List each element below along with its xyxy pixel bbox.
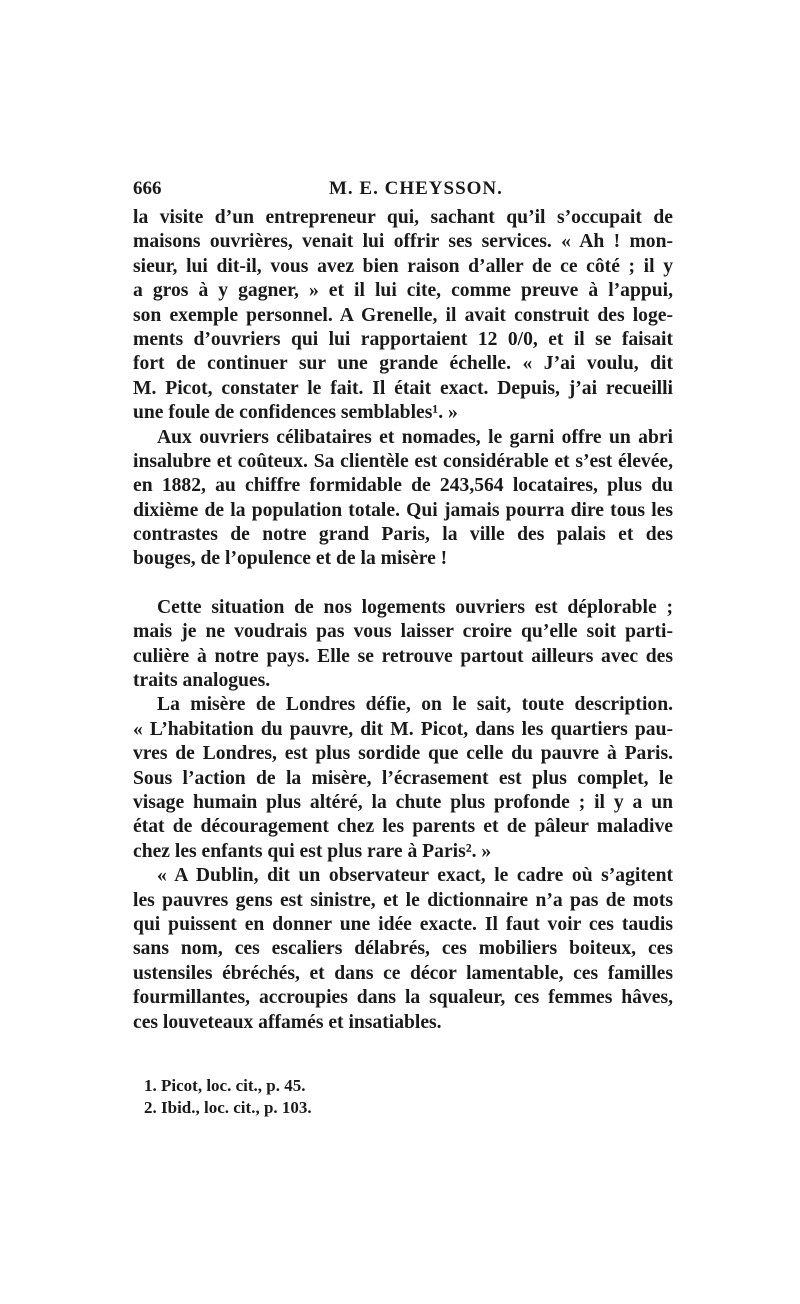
text-line: qui puissent en donner une idée exacte. Il faut voir ces taudis: [133, 913, 673, 935]
text-line: « A Dublin, dit un observateur exact, le cadre où s’agitent: [157, 865, 673, 887]
paragraph: [133, 596, 673, 694]
text-line: maisons ouvrières, venait lui offrir ses services. « Ah ! mon-: [133, 231, 673, 253]
page-header: [133, 178, 673, 204]
text-line: ustensiles ébréchés, et dans ce décor lamentable, ces familles: [133, 962, 673, 984]
text-line: Cette situation de nos logements ouvriers est déplorable ;: [157, 596, 673, 618]
text-line: ments d’ouvriers qui lui rapportaient 12 0/0, et il se faisait: [133, 328, 673, 350]
text-line: culière à notre pays. Elle se retrouve partout ailleurs avec des: [133, 645, 673, 667]
text-line: fourmillantes, accroupies dans la squaleur, ces femmes hâves,: [133, 987, 673, 1009]
text-line: son exemple personnel. A Grenelle, il avait construit des loge-: [133, 304, 673, 326]
text-line: La misère de Londres défie, on le sait, toute description.: [157, 694, 673, 716]
text-line: bouges, de l’opulence et de la misère !: [133, 548, 448, 570]
text-line: insalubre et coûteux. Sa clientèle est considérable et s’est élevée,: [133, 450, 673, 472]
text-line: fort de continuer sur une grande échelle. « J’ai voulu, dit: [133, 353, 673, 375]
paragraph: [133, 693, 673, 864]
text-line: vres de Londres, est plus sordide que celle du pauvre à Paris.: [133, 743, 673, 765]
running-title: M. E. CHEYSSON.: [329, 178, 503, 199]
text-line: « L’habitation du pauvre, dit M. Picot, dans les quartiers pau-: [133, 718, 673, 740]
text-line: a gros à y gagner, » et il lui cite, comme preuve à l’appui,: [133, 280, 673, 302]
page-number: 666: [133, 178, 162, 199]
paragraph: [133, 864, 673, 1035]
text-line: une foule de confidences semblables¹. »: [133, 402, 458, 424]
text-line: état de découragement chez les parents et de pâleur maladive: [133, 816, 673, 838]
text-line: M. Picot, constater le fait. Il était exact. Depuis, j’ai recueilli: [133, 377, 673, 399]
text-line: sieur, lui dit-il, vous avez bien raison d’aller de ce côté ; il y: [133, 255, 673, 277]
paragraph: [133, 426, 673, 572]
text-line: Aux ouvriers célibataires et nomades, le garni offre un abri: [157, 426, 673, 448]
footnote: 1. Picot, loc. cit., p. 45.: [144, 1076, 306, 1095]
body-text: [133, 206, 673, 1035]
text-line: traits analogues.: [133, 670, 271, 692]
footnote: 2. Ibid., loc. cit., p. 103.: [144, 1098, 312, 1117]
text-line: visage humain plus altéré, la chute plus profonde ; il y a un: [133, 791, 673, 813]
text-line: dixième de la population totale. Qui jamais pourra dire tous les: [133, 499, 673, 521]
section-gap: [133, 572, 673, 596]
text-line: en 1882, au chiffre formidable de 243,564 locataires, plus du: [133, 475, 673, 497]
text-line: les pauvres gens est sinistre, et le dictionnaire n’a pas de mots: [133, 889, 673, 911]
text-line: ces louveteaux affamés et insatiables.: [133, 1011, 442, 1033]
text-line: sans nom, ces escaliers délabrés, ces mobiliers boiteux, ces: [133, 938, 673, 960]
footnotes: [144, 1075, 664, 1119]
text-line: mais je ne voudrais pas vous laisser croire qu’elle soit parti-: [133, 621, 673, 643]
text-line: Sous l’action de la misère, l’écrasement est plus complet, le: [133, 767, 673, 789]
paragraph: [133, 206, 673, 426]
text-line: chez les enfants qui est plus rare à Paris². »: [133, 840, 492, 862]
text-line: contrastes de notre grand Paris, la ville des palais et des: [133, 524, 673, 546]
text-line: la visite d’un entrepreneur qui, sachant qu’il s’occupait de: [133, 207, 673, 228]
